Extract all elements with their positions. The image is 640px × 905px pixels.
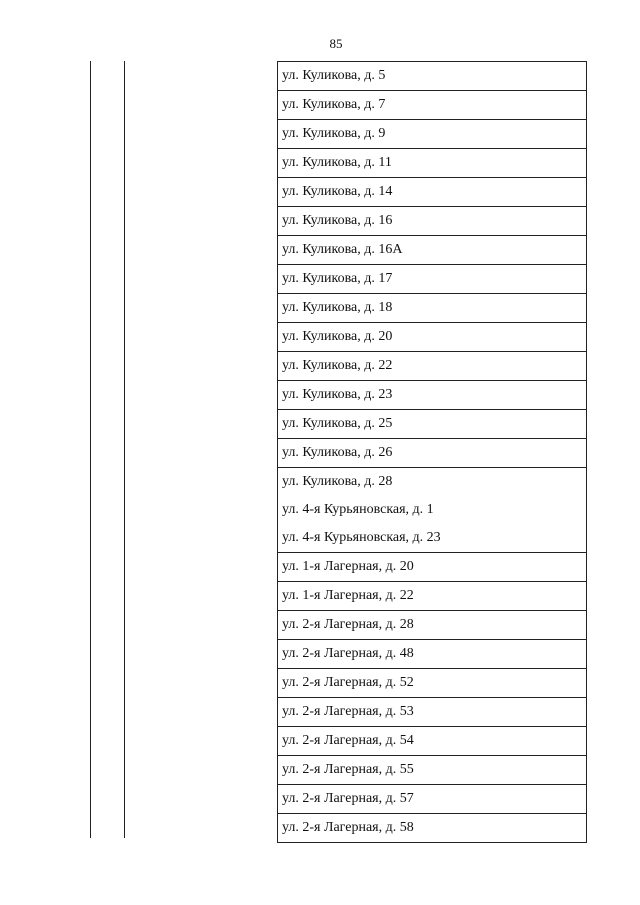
table-row: [278, 756, 587, 785]
table-row: [278, 91, 587, 120]
table-column-border-left: [90, 61, 91, 838]
table-row: [278, 323, 587, 352]
address-cell: ул. Куликова, д. 11: [278, 149, 587, 178]
table-row: [278, 496, 587, 524]
address-cell: ул. Куликова, д. 16: [278, 207, 587, 236]
table-row: [278, 785, 587, 814]
address-table: [277, 61, 587, 843]
table-row: [278, 120, 587, 149]
address-cell: ул. 2-я Лагерная, д. 28: [278, 611, 587, 640]
address-cell: ул. 2-я Лагерная, д. 53: [278, 698, 587, 727]
address-cell: ул. 2-я Лагерная, д. 52: [278, 669, 587, 698]
address-cell: ул. Куликова, д. 20: [278, 323, 587, 352]
table-row: [278, 294, 587, 323]
table-row: [278, 611, 587, 640]
table-row: [278, 265, 587, 294]
address-cell: ул. Куликова, д. 7: [278, 91, 587, 120]
table-row: [278, 352, 587, 381]
address-cell: ул. Куликова, д. 28: [278, 468, 587, 497]
address-cell: ул. 4-я Курьяновская, д. 1: [278, 496, 587, 524]
address-cell: ул. Куликова, д. 23: [278, 381, 587, 410]
table-row: [278, 149, 587, 178]
address-cell: ул. Куликова, д. 22: [278, 352, 587, 381]
address-cell: ул. Куликова, д. 16А: [278, 236, 587, 265]
address-cell: ул. 2-я Лагерная, д. 55: [278, 756, 587, 785]
table-row: [278, 524, 587, 553]
table-row: [278, 640, 587, 669]
table-row: [278, 814, 587, 843]
table-row: [278, 207, 587, 236]
address-cell: ул. Куликова, д. 17: [278, 265, 587, 294]
table-row: [278, 381, 587, 410]
address-cell: ул. Куликова, д. 14: [278, 178, 587, 207]
address-cell: ул. 2-я Лагерная, д. 54: [278, 727, 587, 756]
table-row: [278, 669, 587, 698]
table-row: [278, 439, 587, 468]
table-row: [278, 178, 587, 207]
page-number: 85: [329, 36, 343, 51]
table-row: [278, 410, 587, 439]
table-row: [278, 62, 587, 91]
address-cell: ул. 1-я Лагерная, д. 20: [278, 553, 587, 582]
address-cell: ул. 4-я Курьяновская, д. 23: [278, 524, 587, 553]
table-row: [278, 553, 587, 582]
address-cell: ул. Куликова, д. 9: [278, 120, 587, 149]
table-row: [278, 727, 587, 756]
address-cell: ул. 2-я Лагерная, д. 48: [278, 640, 587, 669]
address-cell: ул. Куликова, д. 5: [278, 62, 587, 91]
table-column-border-inner: [124, 61, 125, 838]
address-cell: ул. 2-я Лагерная, д. 58: [278, 814, 587, 843]
address-cell: ул. Куликова, д. 25: [278, 410, 587, 439]
table-row: [278, 698, 587, 727]
address-cell: ул. 2-я Лагерная, д. 57: [278, 785, 587, 814]
address-cell: ул. 1-я Лагерная, д. 22: [278, 582, 587, 611]
table-row: [278, 468, 587, 497]
table-row: [278, 582, 587, 611]
table-row: [278, 236, 587, 265]
address-cell: ул. Куликова, д. 18: [278, 294, 587, 323]
address-cell: ул. Куликова, д. 26: [278, 439, 587, 468]
